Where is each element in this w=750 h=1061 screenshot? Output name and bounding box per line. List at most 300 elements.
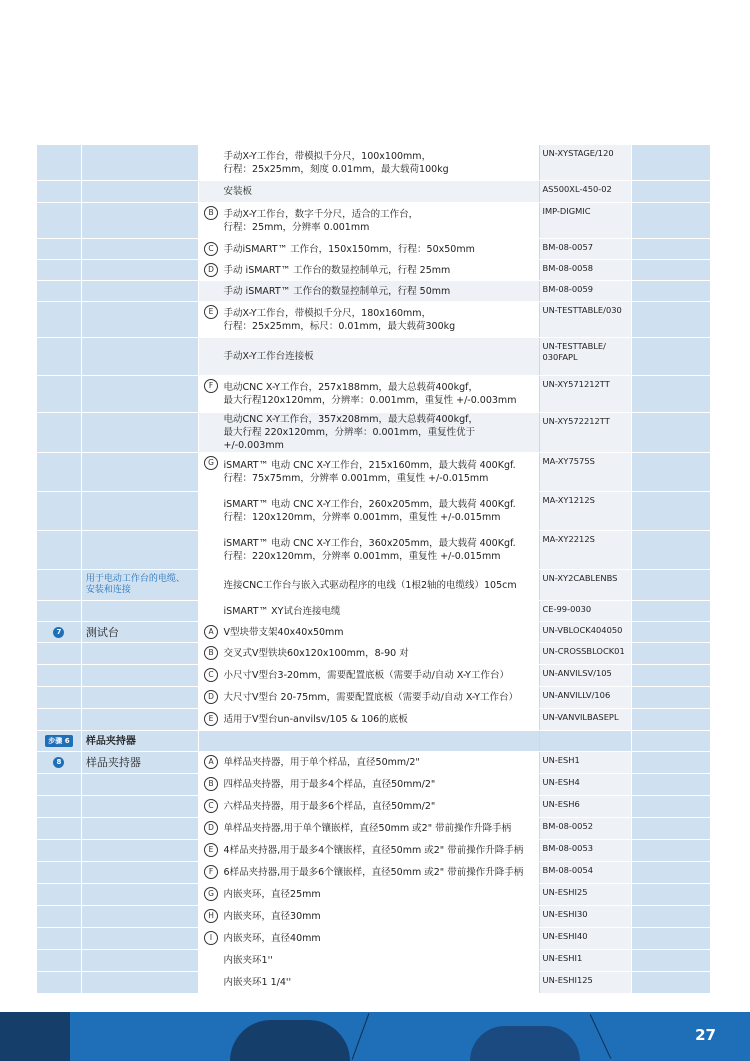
product-description [224,818,539,839]
product-description-text: 手动X-Y工作台，带模拟千分尺，100x100mm， 行程：25x25mm，刻度 0.01mm，最大载荷100kg [223,150,449,175]
category-cell [81,840,198,861]
table-row [37,687,710,709]
category-cell [81,453,198,491]
table-row [37,862,710,884]
table-row [37,413,710,453]
row-number-cell [37,570,81,600]
table-row [37,840,710,862]
category-cell [81,570,198,600]
section-header-row [37,731,710,752]
product-code: UN-CROSSBLOCK01 [539,643,632,664]
option-letter-badge: D [204,690,218,704]
row-number-cell [37,972,81,993]
section-title: 样品夹持器 [85,735,136,747]
row-number-cell [37,338,81,375]
description-cell [198,665,539,686]
empty-cell [631,709,710,730]
description-cell [198,203,539,238]
row-number-cell [37,622,81,642]
option-letter-cell [199,752,224,773]
table-row [37,260,710,281]
product-description [224,928,539,949]
table-row [37,239,710,260]
row-number-cell [37,181,81,202]
description-cell [198,796,539,817]
row-number-cell [37,709,81,730]
product-description [224,203,539,238]
product-description-text: 六样品夹持器，用于最多6个样品，直径50mm/2" [223,801,436,812]
option-letter-badge: E [204,843,218,857]
description-cell [198,687,539,708]
product-description [224,281,539,301]
product-description-text: iSMART™ XY试台连接电缆 [223,605,341,617]
option-letter-cell [199,774,224,795]
row-number-cell [37,906,81,927]
option-letter-cell [199,570,224,600]
table-row [37,972,710,994]
product-code: UN-ANVILSV/105 [539,665,632,686]
description-cell [198,643,539,664]
row-number-cell [37,492,81,530]
row-number-cell [37,281,81,301]
table-row [37,181,710,203]
product-description [224,709,539,730]
category-cell [81,709,198,730]
empty-cell [631,950,710,971]
category-cell [81,302,198,337]
category-cell [81,972,198,993]
description-cell [198,260,539,280]
product-code: BM-08-0054 [539,862,632,883]
empty-cell [631,601,710,621]
option-letter-cell [199,413,224,452]
table-row [37,818,710,840]
empty-cell [631,145,710,180]
empty-cell [631,818,710,839]
table-row [37,203,710,239]
product-code: BM-08-0057 [539,239,632,259]
product-code: UN-ANVILLV/106 [539,687,632,708]
product-description-text: 4样品夹持器,用于最多4个镶嵌样，直径50mm 或2" 带前操作升降手柄 [223,845,524,856]
row-number-cell [37,413,81,452]
category-cell [81,818,198,839]
option-letter-badge: H [204,909,218,923]
option-letter-cell [199,862,224,883]
footer-photo-shape [0,1012,70,1061]
row-number-cell [37,752,81,773]
product-description [224,774,539,795]
category-cell [81,862,198,883]
product-code: UN-TESTTABLE/030 [539,302,632,337]
option-letter-badge: F [204,865,218,879]
category-cell [81,145,198,180]
option-letter-badge: C [204,242,218,256]
product-description [224,302,539,337]
description-cell [198,181,539,202]
option-letter-badge: D [204,821,218,835]
description-cell [198,570,539,600]
empty-cell [631,928,710,949]
empty-cell [631,731,710,751]
product-description [224,376,539,412]
table-row [37,665,710,687]
footer-photo-line [590,1014,612,1059]
description-cell [198,601,539,621]
row-number-cell [37,203,81,238]
footer-photo-shape [230,1020,350,1061]
category-cell [81,884,198,905]
option-letter-badge: C [204,668,218,682]
description-cell [198,281,539,301]
option-letter-cell [199,818,224,839]
option-letter-badge: B [204,777,218,791]
category-cell [81,203,198,238]
empty-cell [631,884,710,905]
option-letter-cell [199,531,224,569]
option-letter-cell [199,950,224,971]
description-cell [198,413,539,452]
product-description [224,181,539,202]
row-number-cell [37,840,81,861]
product-code: CE-99-0030 [539,601,632,621]
product-description-text: 交叉式V型铁块60x120x100mm，8-90 对 [223,648,409,659]
product-code: AS500XL-450-02 [539,181,632,202]
product-description-text: 内嵌夹环1 1/4'' [223,977,292,988]
product-description-text: 适用于V型台un-anvilsv/105 & 106的底板 [223,714,408,725]
empty-cell [631,302,710,337]
row-number-cell [37,643,81,664]
product-description-text: iSMART™ 电动 CNC X-Y工作台，260x205mm，最大载荷 400Kgf. 行程：120x120mm，分辨率 0.001mm，重复性 +/-0.015mm [223,499,516,523]
empty-cell [631,453,710,491]
item-number-badge: 8 [53,757,64,768]
option-letter-cell [199,181,224,202]
option-letter-badge: E [204,305,218,319]
category-label: 样品夹持器 [85,756,141,769]
product-description [224,752,539,773]
product-code: UN-ESHI30 [539,906,632,927]
product-description [224,862,539,883]
product-description [224,570,539,600]
product-code: UN-ESH4 [539,774,632,795]
product-code: UN-ESH6 [539,796,632,817]
category-cell [81,601,198,621]
description-cell [198,492,539,530]
description-cell [198,622,539,642]
row-number-cell [37,239,81,259]
row-number-cell [37,928,81,949]
empty-cell [631,492,710,530]
option-letter-cell [199,665,224,686]
product-description-text: V型块带支架40x40x50mm [223,626,344,638]
product-description-text: 内嵌夹环，直径30mm [223,911,321,922]
product-code: BM-08-0052 [539,818,632,839]
product-description-text: 四样品夹持器，用于最多4个样品，直径50mm/2" [223,779,436,790]
table-row [37,145,710,181]
product-code: MA-XY1212S [539,492,632,530]
product-table [37,145,710,994]
description-cell [198,302,539,337]
option-letter-cell [199,453,224,491]
empty-cell [631,570,710,600]
empty-cell [631,752,710,773]
row-number-cell [37,884,81,905]
product-description [224,453,539,491]
category-cell [81,492,198,530]
table-row [37,376,710,413]
page-number: 27 [695,1026,716,1044]
option-letter-cell [199,260,224,280]
empty-cell [631,239,710,259]
option-letter-cell [199,687,224,708]
empty-cell [631,906,710,927]
option-letter-cell [199,840,224,861]
product-description-text: 连接CNC工作台与嵌入式驱动程序的电线（1根2轴的电缆线）105cm [223,579,517,591]
empty-cell [631,413,710,452]
table-row [37,453,710,492]
empty-cell [631,972,710,993]
description-cell [198,950,539,971]
product-code: UN-TESTTABLE/ 030FAPL [539,338,632,375]
empty-cell [539,731,632,751]
empty-cell [631,181,710,202]
category-cell [81,531,198,569]
empty-cell [631,774,710,795]
description-cell [198,818,539,839]
product-description [224,601,539,621]
description-cell [198,338,539,375]
category-cell [81,665,198,686]
option-letter-cell [199,302,224,337]
product-description-text: iSMART™ 电动 CNC X-Y工作台，360x205mm，最大载荷 400Kgf. 行程：220x120mm，分辨率 0.001mm，重复性 +/-0.015mm [223,538,516,562]
category-cell [81,181,198,202]
table-row [37,774,710,796]
product-code: BM-08-0053 [539,840,632,861]
table-row [37,281,710,302]
table-row [37,570,710,601]
option-letter-cell [199,376,224,412]
option-letter-cell [199,884,224,905]
product-code: UN-VBLOCK404050 [539,622,632,642]
description-cell [198,531,539,569]
product-description-text: 小尺寸V型台3-20mm，需要配置底板（需要手动/自动 X-Y工作台） [223,670,509,681]
description-cell [198,862,539,883]
category-cell [81,239,198,259]
table-row [37,531,710,570]
table-row [37,752,710,774]
product-description [224,840,539,861]
option-letter-badge: D [204,263,218,277]
option-letter-cell [199,492,224,530]
product-description [224,622,539,642]
step-cell [37,731,81,751]
product-description [224,950,539,971]
product-description [224,260,539,280]
product-description [224,239,539,259]
row-number-cell [37,601,81,621]
row-number-cell [37,302,81,337]
empty-cell [631,260,710,280]
description-cell [198,972,539,993]
row-number-cell [37,796,81,817]
option-letter-badge: I [204,931,218,945]
category-cell [81,687,198,708]
option-letter-cell [199,906,224,927]
option-letter-badge: A [204,755,218,769]
option-letter-badge: C [204,799,218,813]
category-cell [81,928,198,949]
option-letter-badge: F [204,379,218,393]
empty-cell [631,840,710,861]
product-description-text: 电动CNC X-Y工作台，257x188mm，最大总载荷400kgf， 最大行程120x120mm，分辨率：0.001mm，重复性 +/-0.003mm [223,382,517,406]
description-cell [198,239,539,259]
product-code: BM-08-0059 [539,281,632,301]
option-letter-cell [199,709,224,730]
row-number-cell [37,687,81,708]
table-row [37,928,710,950]
row-number-cell [37,145,81,180]
product-description-text: 单样品夹持器，用于单个样品，直径50mm/2" [223,757,420,768]
footer-photo-line [352,1013,370,1059]
table-row [37,796,710,818]
option-letter-cell [199,239,224,259]
option-letter-badge: A [204,625,218,639]
row-number-cell [37,531,81,569]
product-description [224,531,539,569]
description-cell [198,709,539,730]
option-letter-cell [199,796,224,817]
category-cell [81,796,198,817]
product-code: UN-XY572212TT [539,413,632,452]
table-row [37,601,710,622]
category-cell [81,338,198,375]
category-cell [81,281,198,301]
option-letter-cell [199,338,224,375]
row-number-cell [37,862,81,883]
option-letter-badge: B [204,646,218,660]
row-number-cell [37,665,81,686]
empty-cell [631,281,710,301]
product-code: UN-ESHI40 [539,928,632,949]
category-cell [81,413,198,452]
option-letter-cell [199,601,224,621]
empty-cell [198,731,539,751]
product-code: IMP-DIGMIC [539,203,632,238]
footer-photo-shape [470,1026,580,1061]
category-cell [81,950,198,971]
product-description [224,884,539,905]
option-letter-badge: G [204,456,218,470]
product-description-text: 手动X-Y工作台，数字千分尺，适合的工作台， 行程：25mm，分辨率 0.001mm [223,208,419,233]
product-description-text: 大尺寸V型台 20-75mm，需要配置底板（需要手动/自动 X-Y工作台） [223,692,519,703]
description-cell [198,453,539,491]
option-letter-cell [199,928,224,949]
row-number-cell [37,950,81,971]
product-code: UN-VANVILBASEPL [539,709,632,730]
product-description-text: 6样品夹持器,用于最多6个镶嵌样，直径50mm 或2" 带前操作升降手柄 [223,867,524,878]
table-row [37,906,710,928]
category-label: 用于电动工作台的电缆、 安装和连接 [85,574,185,595]
product-description [224,906,539,927]
option-letter-cell [199,643,224,664]
option-letter-cell [199,972,224,993]
product-description-text: 内嵌夹环1'' [223,955,273,966]
option-letter-badge: B [204,206,218,220]
option-letter-badge: E [204,712,218,726]
product-description [224,665,539,686]
table-row [37,302,710,338]
product-code: UN-ESHI1 [539,950,632,971]
description-cell [198,884,539,905]
product-description [224,972,539,993]
product-description [224,145,539,180]
product-code: MA-XY2212S [539,531,632,569]
option-letter-cell [199,203,224,238]
category-cell [81,622,198,642]
product-code: MA-XY7575S [539,453,632,491]
product-description [224,643,539,664]
empty-cell [631,687,710,708]
product-description [224,338,539,375]
product-description-text: 手动iSMART™ 工作台，150x150mm，行程：50x50mm [223,243,475,255]
footer-banner [0,1012,750,1061]
empty-cell [631,376,710,412]
option-letter-cell [199,622,224,642]
empty-cell [631,531,710,569]
product-code: BM-08-0058 [539,260,632,280]
product-description-text: 电动CNC X-Y工作台，357x208mm，最大总载荷400kgf， 最大行程 220x120mm，分辨率：0.001mm，重复性优于+/-0.003mm [223,414,478,451]
category-cell [81,752,198,773]
row-number-cell [37,260,81,280]
product-description [224,413,539,452]
description-cell [198,376,539,412]
category-cell [81,774,198,795]
category-cell [81,376,198,412]
product-description [224,687,539,708]
description-cell [198,906,539,927]
option-letter-badge: G [204,887,218,901]
category-cell [81,260,198,280]
product-description-text: 手动 iSMART™ 工作台的数显控制单元，行程 50mm [223,285,451,297]
table-row [37,709,710,731]
product-description-text: iSMART™ 电动 CNC X-Y工作台，215x160mm，最大载荷 400Kgf. 行程：75x75mm，分辨率 0.001mm，重复性 +/-0.015mm [223,460,516,484]
description-cell [198,928,539,949]
table-row [37,622,710,643]
product-description-text: 手动 iSMART™ 工作台的数显控制单元，行程 25mm [223,264,451,276]
description-cell [198,145,539,180]
empty-cell [631,665,710,686]
category-label: 测试台 [85,625,119,639]
empty-cell [631,622,710,642]
row-number-cell [37,818,81,839]
option-letter-cell [199,281,224,301]
product-code: UN-XYSTAGE/120 [539,145,632,180]
product-description-text: 手动X-Y工作台连接板 [223,351,314,362]
row-number-cell [37,774,81,795]
option-letter-cell [199,145,224,180]
empty-cell [631,338,710,375]
empty-cell [631,796,710,817]
product-description [224,796,539,817]
product-code: UN-XY2CABLENBS [539,570,632,600]
product-description-text: 手动X-Y工作台，带模拟千分尺，180x160mm， 行程：25x25mm，标尺：0.01mm，最大载荷300kg [223,307,456,332]
description-cell [198,774,539,795]
table-row [37,338,710,376]
category-cell [81,643,198,664]
product-description-text: 单样品夹持器,用于单个镶嵌样，直径50mm 或2" 带前操作升降手柄 [223,823,512,834]
description-cell [198,840,539,861]
row-number-cell [37,453,81,491]
product-description-text: 安装板 [223,186,253,197]
